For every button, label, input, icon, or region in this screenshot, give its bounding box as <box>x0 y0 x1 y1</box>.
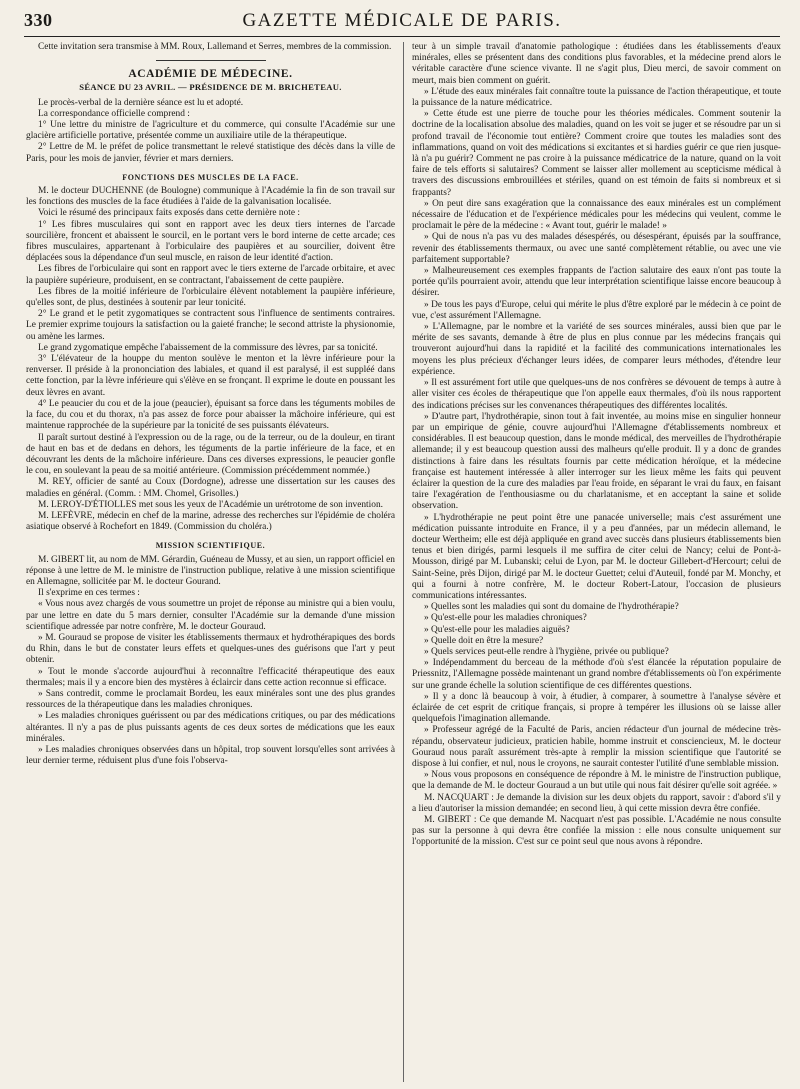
paragraph: » Sans contredit, comme le proclamait Bordeu, les eaux minérales sont une des plus grandes ressources de la thérapeutique dans les maladies chroniques. <box>26 688 395 711</box>
subsection-heading: MISSION SCIENTIFIQUE. <box>155 541 266 551</box>
paragraph: La correspondance officielle comprend : <box>38 108 190 119</box>
page-header <box>24 10 780 37</box>
paragraph: » Quelle doit en être la mesure? <box>424 635 544 646</box>
paragraph: M. LEFÈVRE, médecin en chef de la marine, adresse des recherches sur l'épidémie de choléra asiatique observé à Rochefort en 1849. (Commission du choléra.) <box>26 510 395 533</box>
left-column <box>26 42 395 1082</box>
paragraph: » Quels services peut-elle rendre à l'hygiène, privée ou publique? <box>424 646 669 657</box>
paragraph: » Professeur agrégé de la Faculté de Paris, ancien rédacteur d'un journal de médecine très-répandu, observateur judicieux, praticien habile, homme instruit et consciencieux, M. le docteur Gouraud nous paraît assurément très-apte à remplir la mission scientifique que l'autorité se dispose à lui confier, et nul, nous le croyons, ne saurait contester l'utilité d'une semblable mission. <box>412 725 781 769</box>
paragraph: 1° Les fibres musculaires qui sont en rapport avec les deux tiers internes de l'arcade sourcilière, froncent et abaissent le sourcil, en le portant vers le bord interne de cette arcade; ces fibres musculaires, appartenant à l'orbiculaire des paupières et au sourcilier, doivent être déplacées sous la dépendance d'un seul muscle, en raison de leur identité d'action. <box>26 219 395 264</box>
paragraph: » Malheureusement ces exemples frappants de l'action salutaire des eaux n'ont pas toute la portée qu'ils pourraient avoir, attendu que leur interprétation scientifique laisse encore beaucoup à désirer. <box>412 266 781 299</box>
paragraph: » On peut dire sans exagération que la connaissance des eaux minérales est un complément nécessaire de l'éducation et de l'expérience médicales pour les médecins qui veulent, comme le proclamait le père de la médecine : « Avant tout, guérir le malade! » <box>412 198 781 232</box>
paragraph: 2° Le grand et le petit zygomatiques se contractent sous l'influence de sentiments contraires. Le premier exprime toujours la satisfaction ou la gaieté franche; le second attriste la physionomie, ou amène les larmes. <box>26 309 395 342</box>
paragraph: » Qui de nous n'a pas vu des malades désespérés, ou désespérant, épuisés par la souffrance, revenir des établissements thermaux, ou avec une santé complètement rétablie, ou avec une vie parfaitement supportable? <box>412 232 781 265</box>
right-column <box>412 42 781 1082</box>
paragraph: » Les maladies chroniques observées dans un hôpital, trop souvent lorsqu'elles sont arrivées à leur dernier terme, réduisent plus d'une fois l'observa- <box>26 744 395 767</box>
paragraph: » Indépendamment du berceau de la méthode d'où s'est élancée la réputation populaire de Priessnitz, l'Allemagne possède maintenant un grand nombre d'établissements où l'on expérimente sur une grande échelle la solution scientifique de ces différentes questions. <box>412 658 781 691</box>
paragraph: » Les maladies chroniques guérissent ou par des médications critiques, ou par des médications altérantes. Il n'y a pas de plus puissants agents de ces deux sortes de médications que les eaux minérales. <box>26 711 395 744</box>
paragraph: » L'hydrothérapie ne peut point être une panacée universelle; mais c'est assurément une médication puissante introduite en France, il y a peu d'années, par un médecin allemand, le docteur Wertheim; elle est déjà appliquée en grand avec succès dans plusieurs établissements bien tenus et bien dirigés, parmi lesquels il me suffira de citer celui de Nancy; celui de Pont-à-Mousson, dirigé par M. Lubanski; celui de Lyon, par M. le docteur Gillebert-d'Hercourt; celui de Saint-Seine, près Dijon, dirigé par M. le docteur Guettet; celui d'Auteuil, fondé par M. Monchy, et qui a fourni à notre confrère, M. le docteur Robert-Latour, l'occasion de plusieurs communications intéressantes. <box>412 512 781 601</box>
paragraph: » De tous les pays d'Europe, celui qui mérite le plus d'être exploré par le médecin à ce point de vue, c'est assurément l'Allemagne. <box>412 299 781 321</box>
column-divider <box>403 42 404 1082</box>
paragraph: 3° L'élévateur de la houppe du menton soulève le menton et la lèvre inférieure pour la renverser. Il préside à la prononciation des labiales, et quand il est paralysé, il est suppléé dans cette fonction, par la lèvre inférieure qui s'élève en se fronçant. Il exprime le doute en poussant les deux lèvres en avant. <box>26 354 395 398</box>
paragraph: M. NACQUART : Je demande la division sur les deux objets du rapport, savoir : d'abord s'il y a lieu d'autoriser la mission demandée; en second lieu, à qui cette mission devra être confiée. <box>412 792 781 814</box>
paragraph: » Quelles sont les maladies qui sont du domaine de l'hydrothérapie? <box>424 602 679 613</box>
paragraph: » Il y a donc là beaucoup à voir, à étudier, à comparer, à soumettre à l'analyse sévère et éclairée de cet esprit de critique français, si propre à tempérer les illusions où se laisse aller quelquefois l'imagination allemande. <box>412 691 781 725</box>
paragraph: Le grand zygomatique empêche l'abaissement de la commissure des lèvres, par sa tonicité. <box>38 342 378 353</box>
journal-title: GAZETTE MÉDICALE DE PARIS. <box>242 10 562 31</box>
paragraph: Le procès-verbal de la dernière séance est lu et adopté. <box>38 97 244 108</box>
paragraph: 4° Le peaucier du cou et de la joue (peaucier), épuisant sa force dans les téguments mobiles de la face, du cou et du thorax, n'a pas assez de force pour abaisser la mâchoire inférieure, qui est maintenue rapprochée de la supérieure par la tonicité de ses puissants élévateurs. <box>26 398 395 432</box>
paragraph: » Cette étude est une pierre de touche pour les théories médicales. Comment soutenir la doctrine de la localisation absolue des maladies, quand on les voit se juger et se résoudre par un si profond travail de l'économie tout entière? Comment croire que toutes les maladies sont des inflammations, quand on voit des médications si excitantes et si hardies guérir ce que rien jusque-là n'a pu guérir? Comment ne pas croire à la puissance médicatrice de la nature, quand on la voit faire de tels efforts si salutaires? Comment se laisser aller mollement au scepticisme médical à travers des discussions embrouillées et stériles, quand on est témoin de faits si nombreux et si frappants? <box>412 109 781 198</box>
paragraph: » L'étude des eaux minérales fait connaître toute la puissance de l'action thérapeutique, et toute la puissance de la nature médicatrice. <box>412 86 781 109</box>
paragraph: » Nous vous proposons en conséquence de répondre à M. le ministre de l'instruction publique, que la demande de M. le docteur Gouraud a un but utile qui nous fait désirer qu'elle soit agréée. » <box>412 770 781 792</box>
paragraph: M. le docteur DUCHENNE (de Boulogne) communique à l'Académie la fin de son travail sur les fonctions des muscles de la face étudiées à l'aide de la galvanisation localisée. <box>26 186 395 208</box>
paragraph: Les fibres de l'orbiculaire qui sont en rapport avec le tiers externe de l'arcade orbitaire, et avec la paupière supérieure, produisent, en se contractant, l'abaissement de cette paupière. <box>26 264 395 286</box>
paragraph: » L'Allemagne, par le nombre et la variété de ses sources minérales, aussi bien que par le mérite de ses savants, demande à être de plus en plus connue par les médecins français qui trouveront aujourd'hui dans la rapidité et la facilité des communications internationales les moyens les plus précieux d'échanger leurs idées, de comparer leurs méthodes, d'étendre leur expérience. <box>412 322 781 377</box>
paragraph: Il paraît surtout destiné à l'expression ou de la rage, ou de la terreur, ou de la douleur, en tirant de haut en bas et de dedans en dehors, les téguments de la partie inférieure de la face, et en découvrant les dents de la mâchoire inférieure. Dans ces diverses expressions, le peaucier gonfle le cou, en soulevant la peau de sa moitié antérieure. (Commission précédemment nommée.) <box>26 432 395 477</box>
paragraph: M. GIBERT lit, au nom de MM. Gérardin, Guéneau de Mussy, et au sien, un rapport officiel en réponse à une lettre de M. le ministre de l'instruction publique, relative à une mission scientifique en Allemagne, sollicitée par M. le docteur Gourand. <box>26 554 395 587</box>
paragraph: Il s'exprime en ces termes : <box>38 588 140 599</box>
paragraph: » D'autre part, l'hydrothérapie, sinon tout à fait inventée, au moins mise en singulier honneur par un empirique de génie, couvre aujourd'hui l'Allemagne d'établissements nombreux et considérables. Il est beaucoup question, dans le monde médical, des merveilles de l'hydrothérapie allemande; il y est beaucoup question aussi des malheurs qu'elle produit. Il y a donc de grandes distinctions à faire dans les résultats fournis par cette médication héroïque, et la médecine française est hautement intéressée à aller interroger sur les lieux même les faits qui peuvent éclairer la question de la cure des maladies par l'eau froide, en séparant le vrai du faux, en faisant taire l'exagération de l'enthousiasme ou du charlatanisme, et en acceptant la saine et solide observation. <box>412 411 781 512</box>
paragraph: Voici le résumé des principaux faits exposés dans cette dernière note : <box>38 208 300 219</box>
paragraph: Cette invitation sera transmise à MM. Roux, Lallemand et Serres, membres de la commission. <box>38 42 392 52</box>
paragraph: 1° Une lettre du ministre de l'agriculture et du commerce, qui consulte l'Académie sur une glacière artificielle portative, présentée comme un auxiliaire utile de la thérapeutique. <box>26 120 395 142</box>
paragraph: M. LEROY-D'ÉTIOLLES met sous les yeux de l'Académie un urétrotome de son invention. <box>38 499 383 510</box>
paragraph: » M. Gouraud se propose de visiter les établissements thermaux et hydrothérapiques des bords du Rhin, dans le but de constater leurs effets et quelques-unes des guérisons que l'art y peut obtenir. <box>26 632 395 666</box>
paragraph: teur à un simple travail d'anatomie pathologique : étudiées dans les établissements d'eaux minérales, elles se présentent dans des conditions plus favorables, et la médecine prend alors le véritable caractère d'une science vivante. Il ne s'agit plus, Dieu merci, de savoir comment on meurt, mais bien comment on guérit. <box>412 42 781 86</box>
subsection-heading: FONCTIONS DES MUSCLES DE LA FACE. <box>122 172 299 182</box>
paragraph: « Vous nous avez chargés de vous soumettre un projet de réponse au ministre qui a bien voulu, par une lettre en date du 5 mars dernier, consulter l'Académie sur la demande d'une mission scientifique adressée par notre confrère, M. le docteur Gouraud. <box>26 599 395 632</box>
session-line: SÉANCE DU 23 AVRIL. — PRÉSIDENCE DE M. BRICHETEAU. <box>79 82 342 93</box>
page-number: 330 <box>24 10 53 30</box>
paragraph: 2° Lettre de M. le préfet de police transmettant le relevé statistique des décès dans la ville de Paris, pour les mois de janvier, février et mars derniers. <box>26 142 395 164</box>
paragraph: » Qu'est-elle pour les maladies aiguës? <box>424 624 570 635</box>
paragraph: Les fibres de la moitié inférieure de l'orbiculaire élèvent notablement la paupière inférieure, qu'elles sont, de plus, destinées à soutenir par leur tonicité. <box>26 286 395 309</box>
paragraph: » Il est assurément fort utile que quelques-uns de nos confrères se dévouent de temps à autre à aller visiter ces écoles de thérapeutique que l'on appelle eaux thermales, d'où ils nous rapportent des indications précises sur les convenances thérapeutiques des différentes localités. <box>412 378 781 411</box>
paragraph: » Qu'est-elle pour les maladies chroniques? <box>424 613 587 624</box>
section-rule <box>156 60 266 61</box>
section-heading: ACADÉMIE DE MÉDECINE. <box>128 68 293 81</box>
paragraph: M. GIBERT : Ce que demande M. Nacquart n'est pas possible. L'Académie ne nous consulte pas sur la personne à qui devra être confiée la mission : elle nous consulte uniquement sur l'opportunité de la mission. C'est sur ce point seul que nous avons à répondre. <box>412 815 781 848</box>
paragraph: » Tout le monde s'accorde aujourd'hui à reconnaître l'efficacité thérapeutique des eaux thermales; mais il y a encore bien des mystères à éclaircir dans cette action reconnue si efficace. <box>26 666 395 688</box>
paragraph: M. REY, officier de santé au Coux (Dordogne), adresse une dissertation sur les causes des maladies en général. (Comm. : MM. Chomel, Grisolles.) <box>26 477 395 499</box>
